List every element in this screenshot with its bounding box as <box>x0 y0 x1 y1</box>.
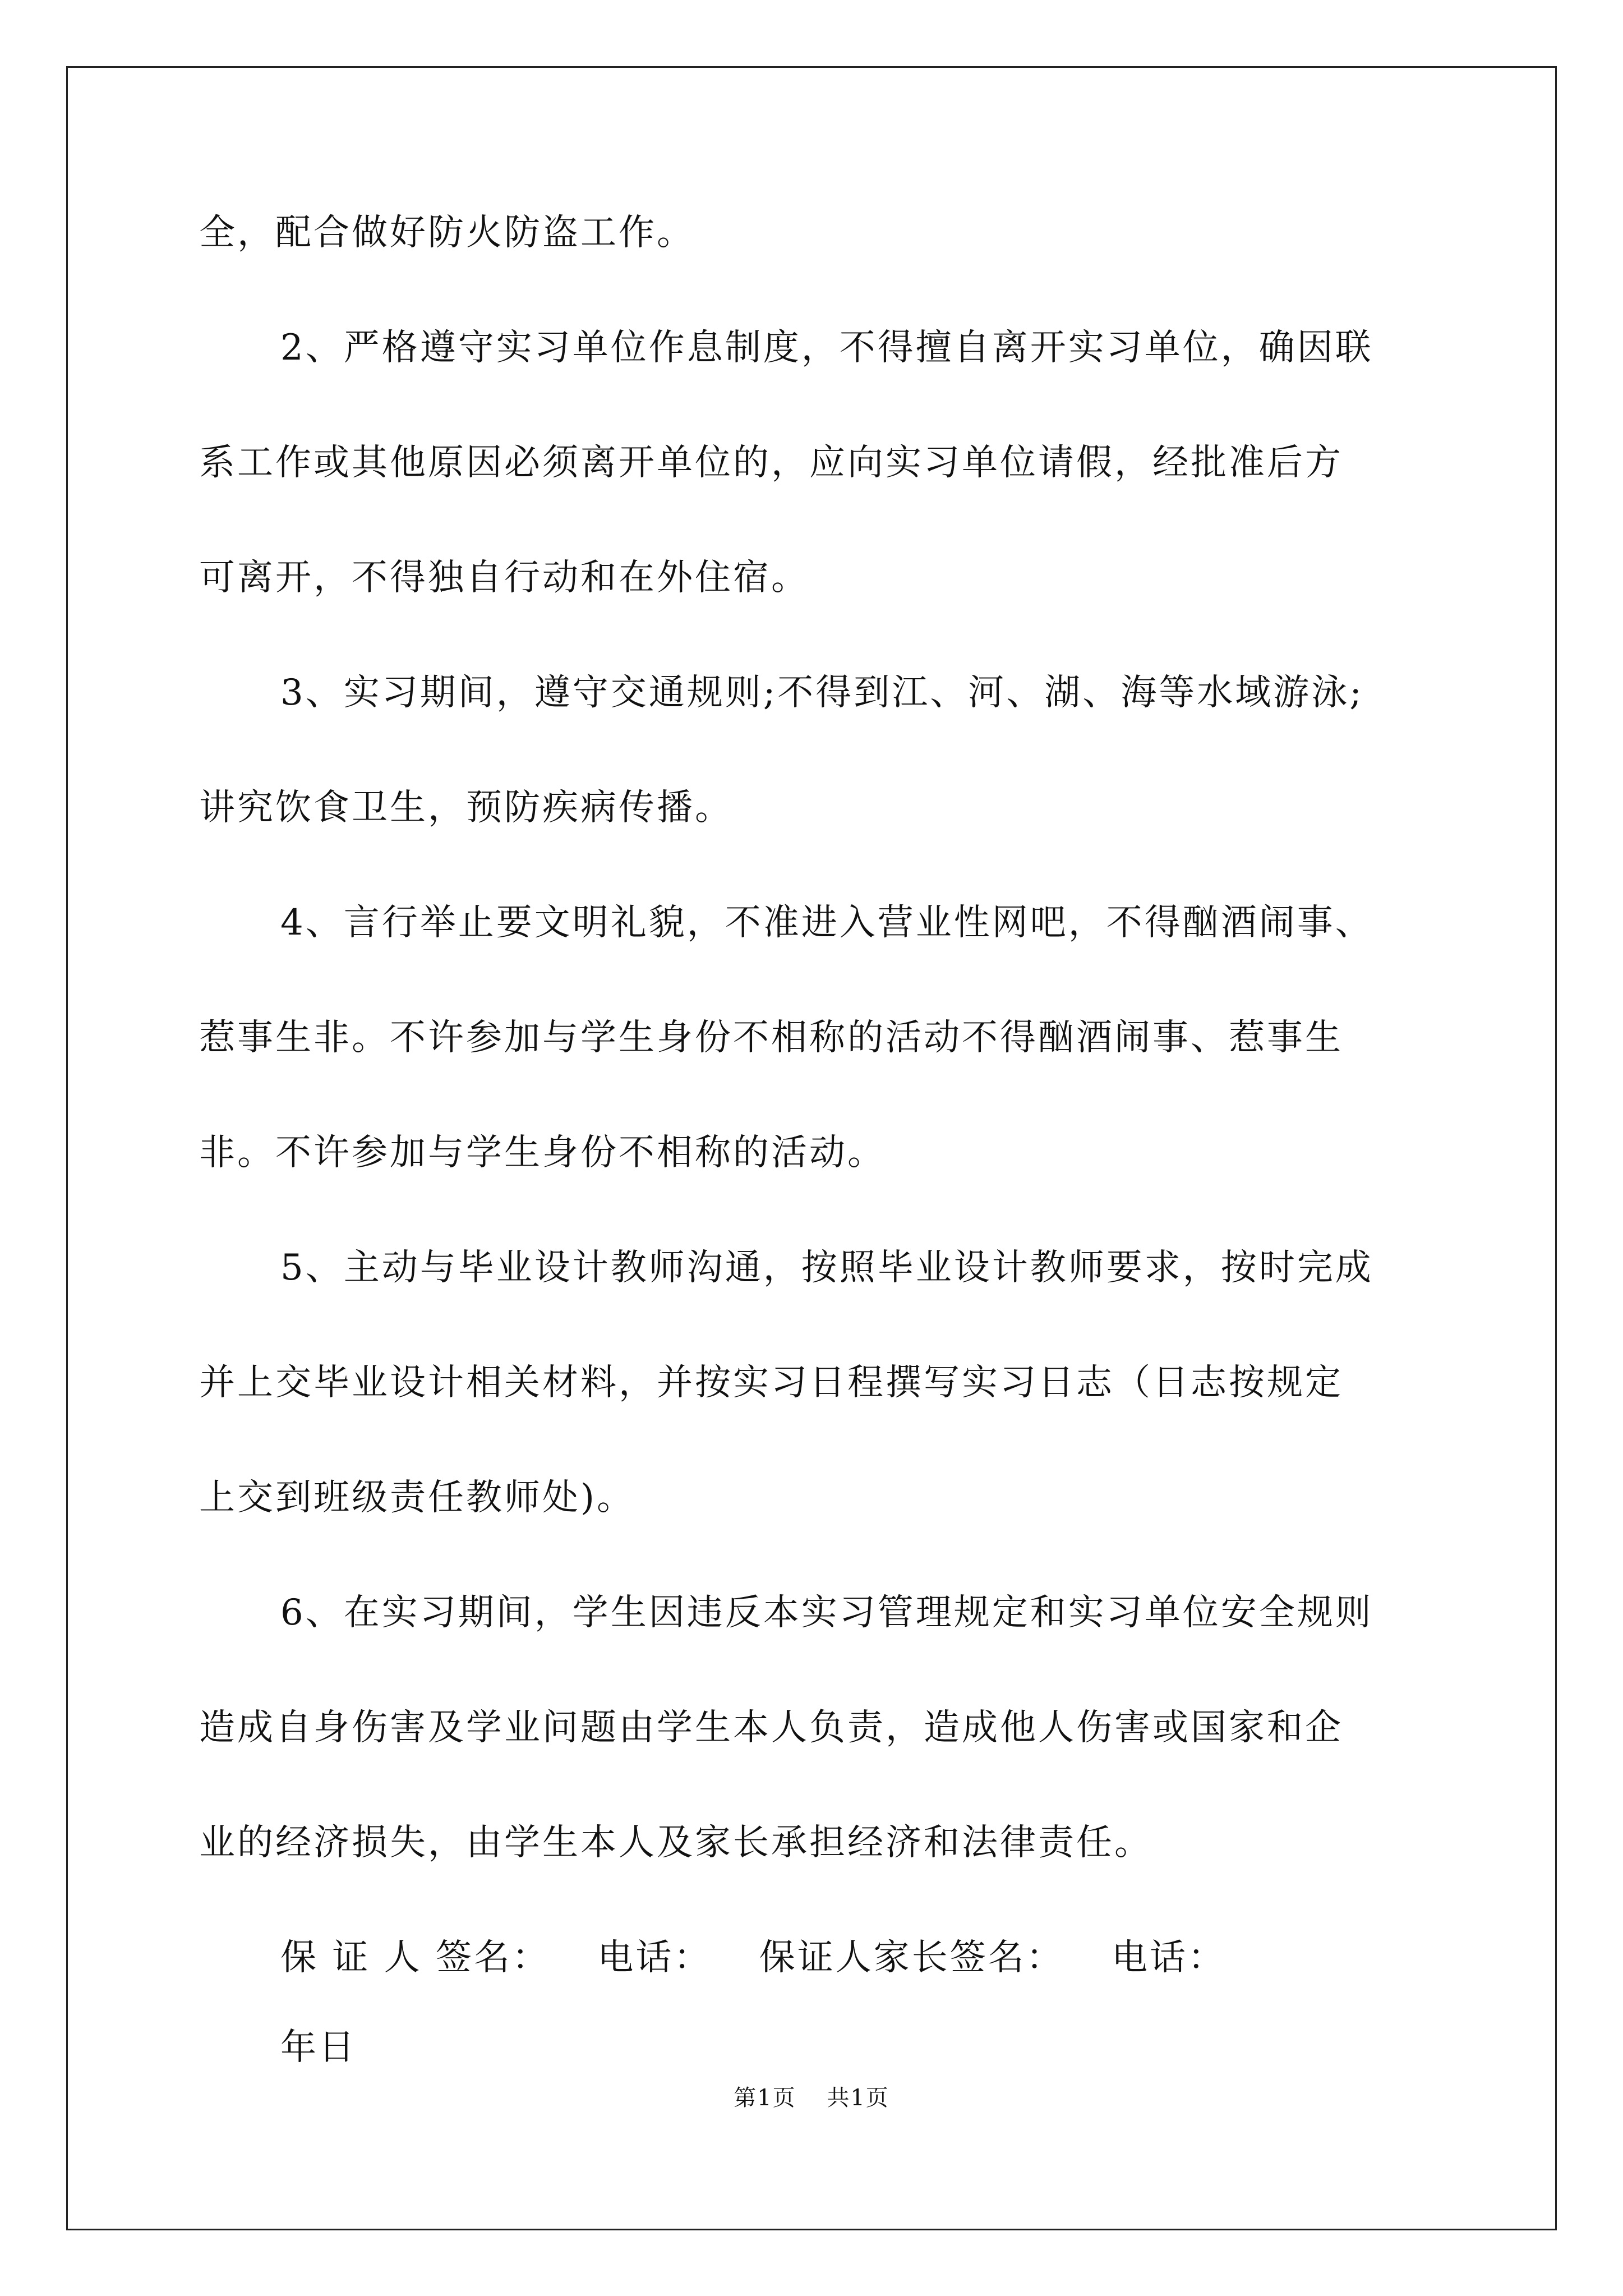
page-footer <box>0 2084 1623 2112</box>
page-total: 共1页 <box>827 2085 889 2111</box>
clause-6-line-3: 业的经济损失，由学生本人及家长承担经济和法律责任。 <box>199 1822 1152 1864</box>
guarantor-sign-label: 保 证 人 签名： <box>280 1937 551 1978</box>
signature-line <box>280 1935 1226 1980</box>
clause-5-line-3: 上交到班级责任教师处)。 <box>199 1477 635 1519</box>
clause-4-line-2: 惹事生非。不许参加与学生身份不相称的活动不得酗酒闹事、惹事生 <box>199 1017 1343 1059</box>
clause-4-line-3: 非。不许参加与学生身份不相称的活动。 <box>199 1132 886 1174</box>
page-number: 第1页 <box>734 2085 796 2111</box>
clause-2-line-2: 系工作或其他原因必须离开单位的，应向实习单位请假，经批准后方 <box>199 442 1343 484</box>
clause-2-line-3: 可离开，不得独自行动和在外住宿。 <box>199 557 809 599</box>
parent-sign-label: 保证人家长签名： <box>759 1937 1064 1978</box>
clause-2-line-1: 2、严格遵守实习单位作息制度，不得擅自离开实习单位，确因联 <box>280 327 1373 369</box>
clause-4-line-1: 4、言行举止要文明礼貌，不准进入营业性网吧，不得酗酒闹事、 <box>280 902 1373 944</box>
date-line: 年日 <box>280 2027 357 2068</box>
clause-5-line-1: 5、主动与毕业设计教师沟通，按照毕业设计教师要求，按时完成 <box>280 1247 1373 1289</box>
clause-5-line-2: 并上交毕业设计相关材料，并按实习日程撰写实习日志（日志按规定 <box>199 1362 1343 1404</box>
guarantor-phone-label: 电话： <box>597 1937 712 1978</box>
clause-3-line-2: 讲究饮食卫生，预防疾病传播。 <box>199 787 733 829</box>
clause-3-line-1: 3、实习期间，遵守交通规则;不得到江、河、湖、海等水域游泳; <box>280 672 1364 714</box>
paragraph-line-1-cont: 全，配合做好防火防盗工作。 <box>199 212 695 254</box>
clause-6-line-1: 6、在实习期间，学生因违反本实习管理规定和实习单位安全规则 <box>280 1592 1373 1634</box>
parent-phone-label: 电话： <box>1112 1937 1227 1978</box>
clause-6-line-2: 造成自身伤害及学业问题由学生本人负责，造成他人伤害或国家和企 <box>199 1707 1343 1749</box>
